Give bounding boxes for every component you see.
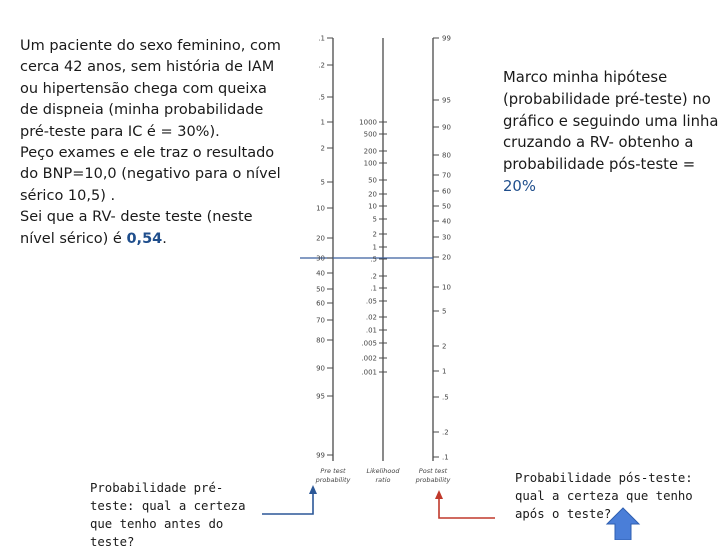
post-test-caption: Probabilidade pós-teste: qual a certeza que tenho após o teste? [515, 471, 693, 521]
post-test-tick-label: 50 [442, 202, 451, 211]
pre-test-pointer [262, 492, 313, 514]
pre-test-tick-label: .2 [318, 61, 325, 70]
pre-test-tick-label: 70 [316, 316, 325, 325]
post-test-tick-label: 30 [442, 233, 451, 242]
post-test-tick-label: 2 [442, 342, 447, 351]
pre-test-tick-label: 99 [316, 451, 325, 460]
lr-statement: Sei que a RV- deste teste (neste nível sérico) é [20, 209, 253, 247]
post-test-tick-label: .1 [442, 453, 449, 462]
post-test-tick-label: 5 [442, 307, 447, 316]
post-test-tick-label: 60 [442, 187, 451, 196]
likelihood-ratio-tick-label: .005 [361, 339, 377, 348]
post-test-tick-label: 95 [442, 96, 451, 105]
pre-test-tick-label: 10 [316, 204, 325, 213]
pre-test-tick-label: 20 [316, 234, 325, 243]
pre-test-tick-label: 80 [316, 336, 325, 345]
post-test-ticks [433, 35, 451, 462]
pre-test-tick-label: .5 [318, 93, 325, 102]
likelihood-ratio-tick-label: .2 [370, 272, 377, 281]
likelihood-ratio-tick-label: 5 [372, 215, 377, 224]
post-test-tick-label: .2 [442, 428, 449, 437]
likelihood-ratio-tick-label: 200 [363, 147, 377, 156]
post-test-tick-label: 80 [442, 151, 451, 160]
likelihood-ratio-tick-label: .01 [365, 326, 377, 335]
likelihood-ratio-tick-label: 10 [368, 202, 377, 211]
post-test-tick-label: 90 [442, 123, 451, 132]
pre-test-title-2: probability [315, 476, 351, 484]
pre-test-tick-label: 2 [320, 144, 325, 153]
post-test-tick-label: 20 [442, 253, 451, 262]
exam-result: Peço exames e ele traz o resultado do BNP=10,0 (negativo para o nível sérico 10,5) . [20, 145, 281, 204]
likelihood-ratio-tick-label: .1 [370, 284, 377, 293]
case-history: Um paciente do sexo feminino, com cerca 42 anos, sem história de IAM ou hipertensão chega com queixa de dispneia (minha probabilidade pré-teste para IC é = 30%). [20, 38, 281, 140]
pre-test-tick-label: 50 [316, 285, 325, 294]
pre-test-pointer-arrowhead [309, 485, 317, 494]
result-explanation: Marco minha hipótese (probabilidade pré-teste) no gráfico e seguindo uma linha cruzando a RV- obtenho a probabilidade pós-teste = [503, 69, 719, 174]
pre-test-caption: Probabilidade pré-teste: qual a certeza que tenho antes do teste? [90, 481, 246, 549]
likelihood-ratio-tick-label: .5 [370, 255, 377, 264]
likelihood-ratio-tick-label: .05 [365, 297, 377, 306]
pre-test-ticks [316, 35, 333, 460]
pre-test-tick-label: 40 [316, 269, 325, 278]
likelihood-ratio-tick-label: 50 [368, 176, 377, 185]
lr-period: . [162, 230, 167, 247]
post-test-pointer-arrowhead [435, 490, 443, 499]
likelihood-ratio-tick-label: .02 [365, 313, 377, 322]
likelihood-ratio-tick-label: 20 [368, 190, 377, 199]
post-test-tick-label: 40 [442, 217, 451, 226]
lr-value: 0,54 [126, 230, 163, 247]
pre-test-title: Pre test [320, 467, 346, 475]
pre-test-tick-label: .1 [318, 34, 325, 43]
post-test-title: Post test [418, 467, 448, 475]
pre-test-tick-label: 5 [320, 178, 325, 187]
pre-test-tick-label: 95 [316, 392, 325, 401]
pre-test-tick-label: 30 [316, 254, 325, 263]
post-test-tick-label: 70 [442, 171, 451, 180]
likelihood-ratio-title-2: ratio [375, 476, 391, 484]
post-test-result: 20% [503, 177, 536, 195]
likelihood-ratio-tick-label: 2 [372, 230, 377, 239]
likelihood-ratio-tick-label: .001 [361, 368, 377, 377]
likelihood-ratio-tick-label: 1 [372, 243, 377, 252]
post-test-title-2: probability [415, 476, 451, 484]
post-test-tick-label: 99 [442, 34, 451, 43]
likelihood-ratio-tick-label: .002 [361, 354, 377, 363]
post-test-pointer [439, 497, 495, 518]
post-test-tick-label: 1 [442, 367, 447, 376]
likelihood-ratio-tick-label: 1000 [359, 118, 377, 127]
post-test-tick-label: .5 [442, 393, 449, 402]
pre-test-tick-label: 90 [316, 364, 325, 373]
post-test-tick-label: 10 [442, 283, 451, 292]
pre-test-tick-label: 60 [316, 299, 325, 308]
likelihood-ratio-tick-label: 500 [363, 130, 377, 139]
likelihood-ratio-title: Likelihood [366, 467, 400, 475]
likelihood-ratio-tick-label: 100 [363, 159, 377, 168]
pre-test-tick-label: 1 [320, 118, 325, 127]
